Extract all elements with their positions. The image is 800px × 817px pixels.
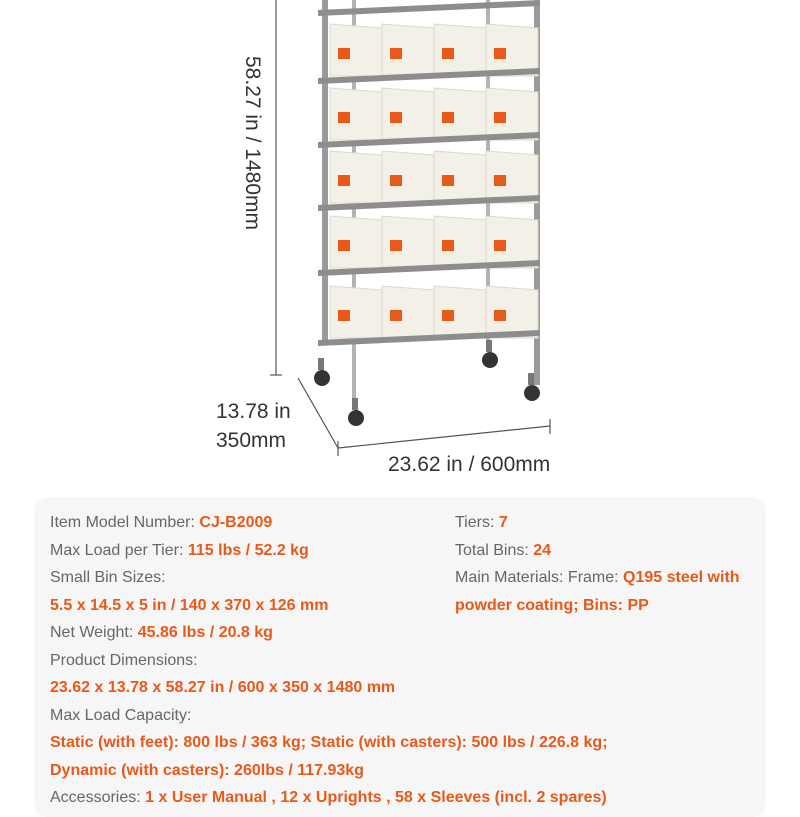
spec-model: [50, 514, 272, 532]
caster-wheel: [524, 385, 540, 401]
storage-bin: [434, 216, 486, 268]
total-bins-value: 24: [533, 542, 552, 559]
net-weight-label: Net Weight:: [50, 624, 134, 641]
caster-stem: [318, 358, 324, 370]
height-dimension-label: 58.27 in / 1480mm: [241, 56, 264, 230]
storage-bin: [434, 88, 486, 140]
bin-label: [390, 112, 402, 123]
bin-label: [494, 240, 506, 251]
storage-bin: [330, 216, 382, 268]
spec-tiers: [455, 514, 508, 532]
upright-post: [322, 0, 328, 345]
storage-bin: [486, 216, 538, 268]
materials-value-1: Q195 steel with: [623, 569, 740, 586]
storage-bin: [330, 286, 382, 338]
bin-label: [338, 310, 350, 321]
wire-shelf: [318, 0, 540, 16]
max-load-tier-value: 115 lbs / 52.2 kg: [187, 542, 309, 559]
storage-bin: [382, 151, 434, 203]
bin-label: [442, 112, 454, 123]
bin-label: [494, 310, 506, 321]
bin-label: [442, 175, 454, 186]
spec-max-capacity-line1: Static (with feet): 800 lbs / 363 kg; Static (with casters): 500 lbs / 226.8 kg;: [50, 734, 608, 751]
bin-label: [442, 310, 454, 321]
storage-bin: [330, 88, 382, 140]
spec-max-capacity-line2: Dynamic (with casters): 260lbs / 117.93kg: [50, 762, 364, 779]
accessories-label: Accessories:: [50, 789, 141, 806]
bin-label: [494, 48, 506, 59]
storage-bin: [382, 24, 434, 76]
caster-wheel: [314, 370, 330, 386]
bin-label: [494, 175, 506, 186]
storage-bin: [330, 151, 382, 203]
storage-bin: [434, 24, 486, 76]
bin-label: [442, 240, 454, 251]
caster-stem: [352, 398, 358, 410]
spec-net-weight: [50, 624, 273, 642]
model-value: CJ-B2009: [199, 514, 273, 531]
storage-bin: [434, 286, 486, 338]
bin-label: [442, 48, 454, 59]
spec-small-bin-value: 5.5 x 14.5 x 5 in / 140 x 370 x 126 mm: [50, 597, 329, 614]
spec-materials: [455, 569, 740, 587]
spec-product-dim-value: 23.62 x 13.78 x 58.27 in / 600 x 350 x 1480 mm: [50, 679, 396, 696]
tiers-value: 7: [498, 514, 508, 531]
storage-bin: [382, 286, 434, 338]
bin-label: [338, 175, 350, 186]
spec-materials-line2: powder coating; Bins: PP: [455, 597, 649, 614]
spec-max-load-tier: [50, 542, 309, 560]
storage-bin: [486, 88, 538, 140]
shelf-frame: [314, 0, 540, 426]
max-load-tier-label: Max Load per Tier:: [50, 542, 184, 559]
storage-bin: [486, 24, 538, 76]
bin-label: [390, 240, 402, 251]
storage-bin: [330, 24, 382, 76]
storage-bin: [486, 151, 538, 203]
storage-bin: [486, 286, 538, 338]
bin-label: [390, 310, 402, 321]
spec-small-bin-label: Small Bin Sizes:: [50, 569, 166, 586]
materials-label: Main Materials: Frame:: [455, 569, 619, 586]
model-label: Item Model Number:: [50, 514, 195, 531]
depth-dimension-inch-label: 13.78 in: [216, 400, 291, 423]
caster-wheel: [482, 352, 498, 368]
bin-label: [338, 240, 350, 251]
total-bins-label: Total Bins:: [455, 542, 529, 559]
storage-bin: [434, 151, 486, 203]
accessories-value: 1 x User Manual , 12 x Uprights , 58 x Sleeves (incl. 2 spares): [145, 789, 607, 806]
depth-dimension-mm-label: 350mm: [216, 429, 287, 452]
caster-stem: [528, 373, 534, 385]
bin-label: [390, 48, 402, 59]
bin-label: [390, 175, 402, 186]
storage-bin: [382, 216, 434, 268]
tiers-label: Tiers:: [455, 514, 495, 531]
bin-label: [494, 112, 506, 123]
caster-stem: [486, 340, 492, 352]
spec-product-dim-label: Product Dimensions:: [50, 652, 198, 669]
bin-label: [338, 112, 350, 123]
storage-bin: [382, 88, 434, 140]
width-dimension-label: 23.62 in / 600mm: [388, 453, 551, 476]
caster-wheel: [348, 410, 364, 426]
spec-max-capacity-label: Max Load Capacity:: [50, 707, 192, 724]
net-weight-value: 45.86 lbs / 20.8 kg: [137, 624, 273, 641]
spec-accessories: [50, 789, 607, 807]
spec-total-bins: [455, 542, 551, 560]
bin-label: [338, 48, 350, 59]
